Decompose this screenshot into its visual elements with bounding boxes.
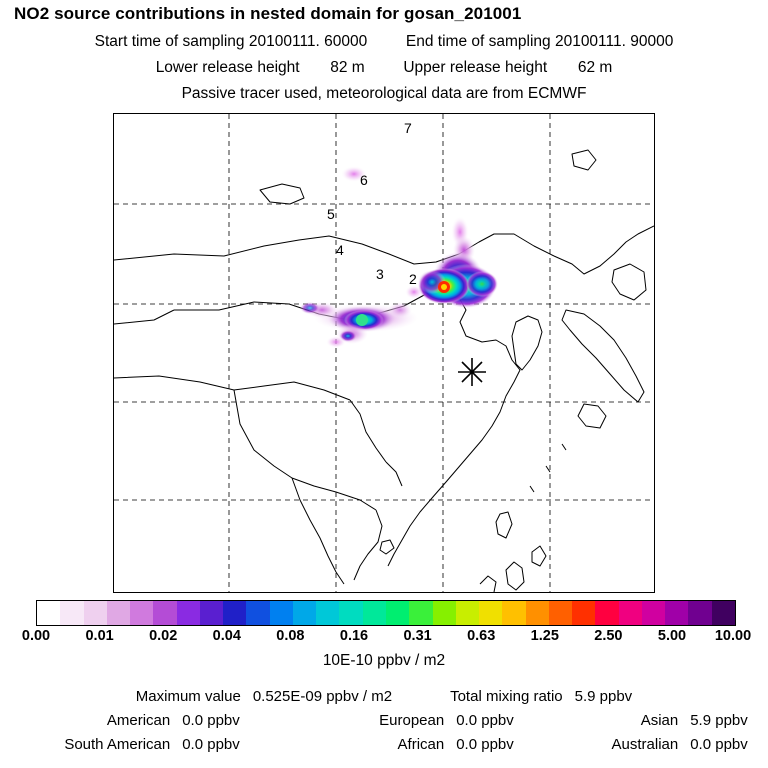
start-time-label: Start time of sampling	[94, 33, 245, 50]
grid-label-7: 7	[404, 120, 412, 136]
colorbar-tick-1: 0.01	[85, 628, 114, 644]
colorbar-swatch-28	[688, 601, 711, 625]
page-title: NO2 source contributions in nested domain for gosan_201001	[14, 4, 522, 23]
colorbar-swatch-7	[200, 601, 223, 625]
footer-regions-row-2	[0, 736, 768, 753]
colorbar-swatch-9	[246, 601, 269, 625]
colorbar-swatch-25	[619, 601, 642, 625]
colorbar-swatch-5	[153, 601, 176, 625]
station-marker	[458, 358, 486, 386]
colorbar-tick-4: 0.08	[276, 628, 305, 644]
total-mixing-ratio-label: Total mixing ratio	[450, 688, 563, 705]
colorbar-gradient	[36, 600, 736, 626]
colorbar-swatch-24	[595, 601, 618, 625]
colorbar-swatch-26	[642, 601, 665, 625]
colorbar-tick-10: 5.00	[657, 628, 687, 644]
region-label-african: African	[397, 736, 445, 753]
colorbar-swatch-6	[177, 601, 200, 625]
lower-height-label: Lower release height	[155, 59, 300, 76]
colorbar-swatch-1	[60, 601, 83, 625]
region-label-south-american: South American	[64, 736, 171, 753]
colorbar-swatch-18	[456, 601, 479, 625]
colorbar-swatch-20	[502, 601, 525, 625]
release-height-line	[0, 59, 768, 77]
colorbar-swatch-10	[270, 601, 293, 625]
colorbar-tick-11: 10.00	[714, 628, 752, 644]
footer-regions-row-1	[0, 712, 768, 729]
colorbar-swatch-3	[107, 601, 130, 625]
colorbar-tick-5: 0.16	[339, 628, 369, 644]
grid-label-4: 4	[336, 242, 344, 258]
colorbar-unit-label: 10E-10 ppbv / m2	[322, 652, 446, 669]
region-label-european: European	[379, 712, 445, 729]
lower-height-value: 82 m	[330, 59, 365, 76]
region-value-asian: 5.9 ppbv	[690, 712, 748, 729]
end-time-label: End time of sampling	[405, 33, 551, 50]
colorbar	[36, 600, 736, 626]
colorbar-tick-6: 0.31	[403, 628, 432, 644]
grid-label-6: 6	[360, 172, 368, 188]
coastlines	[114, 150, 654, 592]
colorbar-swatch-2	[84, 601, 107, 625]
colorbar-swatch-29	[712, 601, 735, 625]
colorbar-ticks	[0, 628, 768, 646]
sampling-time-line	[0, 33, 768, 51]
grid-label-3: 3	[376, 266, 384, 282]
tracer-note: Passive tracer used, meteorological data are from ECMWF	[181, 85, 587, 102]
region-value-african: 0.0 ppbv	[456, 736, 514, 753]
colorbar-swatch-16	[409, 601, 432, 625]
map-canvas	[114, 114, 654, 592]
colorbar-swatch-22	[549, 601, 572, 625]
colorbar-swatch-11	[293, 601, 316, 625]
region-label-asian: Asian	[640, 712, 679, 729]
upper-height-value: 62 m	[577, 59, 613, 76]
start-time-value: 20100111. 60000	[248, 33, 368, 50]
colorbar-tick-8: 1.25	[530, 628, 559, 644]
colorbar-swatch-15	[386, 601, 409, 625]
region-value-south-american: 0.0 ppbv	[182, 736, 240, 753]
region-label-australian: Australian	[611, 736, 679, 753]
colorbar-tick-9: 2.50	[594, 628, 623, 644]
graticule	[114, 114, 654, 592]
colorbar-swatch-0	[37, 601, 60, 625]
colorbar-swatch-8	[223, 601, 246, 625]
colorbar-tick-7: 0.63	[467, 628, 496, 644]
colorbar-swatch-14	[363, 601, 386, 625]
region-value-american: 0.0 ppbv	[182, 712, 240, 729]
plume-layer	[300, 166, 498, 348]
colorbar-swatch-21	[526, 601, 549, 625]
maximum-value-label: Maximum value	[135, 688, 241, 705]
colorbar-tick-3: 0.04	[212, 628, 241, 644]
colorbar-swatch-27	[665, 601, 688, 625]
colorbar-swatch-12	[316, 601, 339, 625]
colorbar-swatch-19	[479, 601, 502, 625]
colorbar-swatch-13	[339, 601, 362, 625]
colorbar-tick-2: 0.02	[149, 628, 178, 644]
region-value-european: 0.0 ppbv	[456, 712, 514, 729]
colorbar-swatch-23	[572, 601, 595, 625]
colorbar-swatch-17	[433, 601, 456, 625]
region-value-australian: 0.0 ppbv	[690, 736, 748, 753]
total-mixing-ratio-value: 5.9 ppbv	[574, 688, 633, 705]
colorbar-tick-0: 0.00	[21, 628, 51, 644]
grid-label-5: 5	[327, 206, 335, 222]
maximum-value: 0.525E-09 ppbv / m2	[252, 688, 393, 705]
map-panel	[113, 113, 655, 593]
grid-label-2: 2	[409, 271, 417, 287]
footer-summary-row	[0, 688, 768, 705]
colorbar-swatch-4	[130, 601, 153, 625]
end-time-value: 20100111. 90000	[554, 33, 674, 50]
upper-height-label: Upper release height	[403, 59, 548, 76]
region-label-american: American	[106, 712, 171, 729]
